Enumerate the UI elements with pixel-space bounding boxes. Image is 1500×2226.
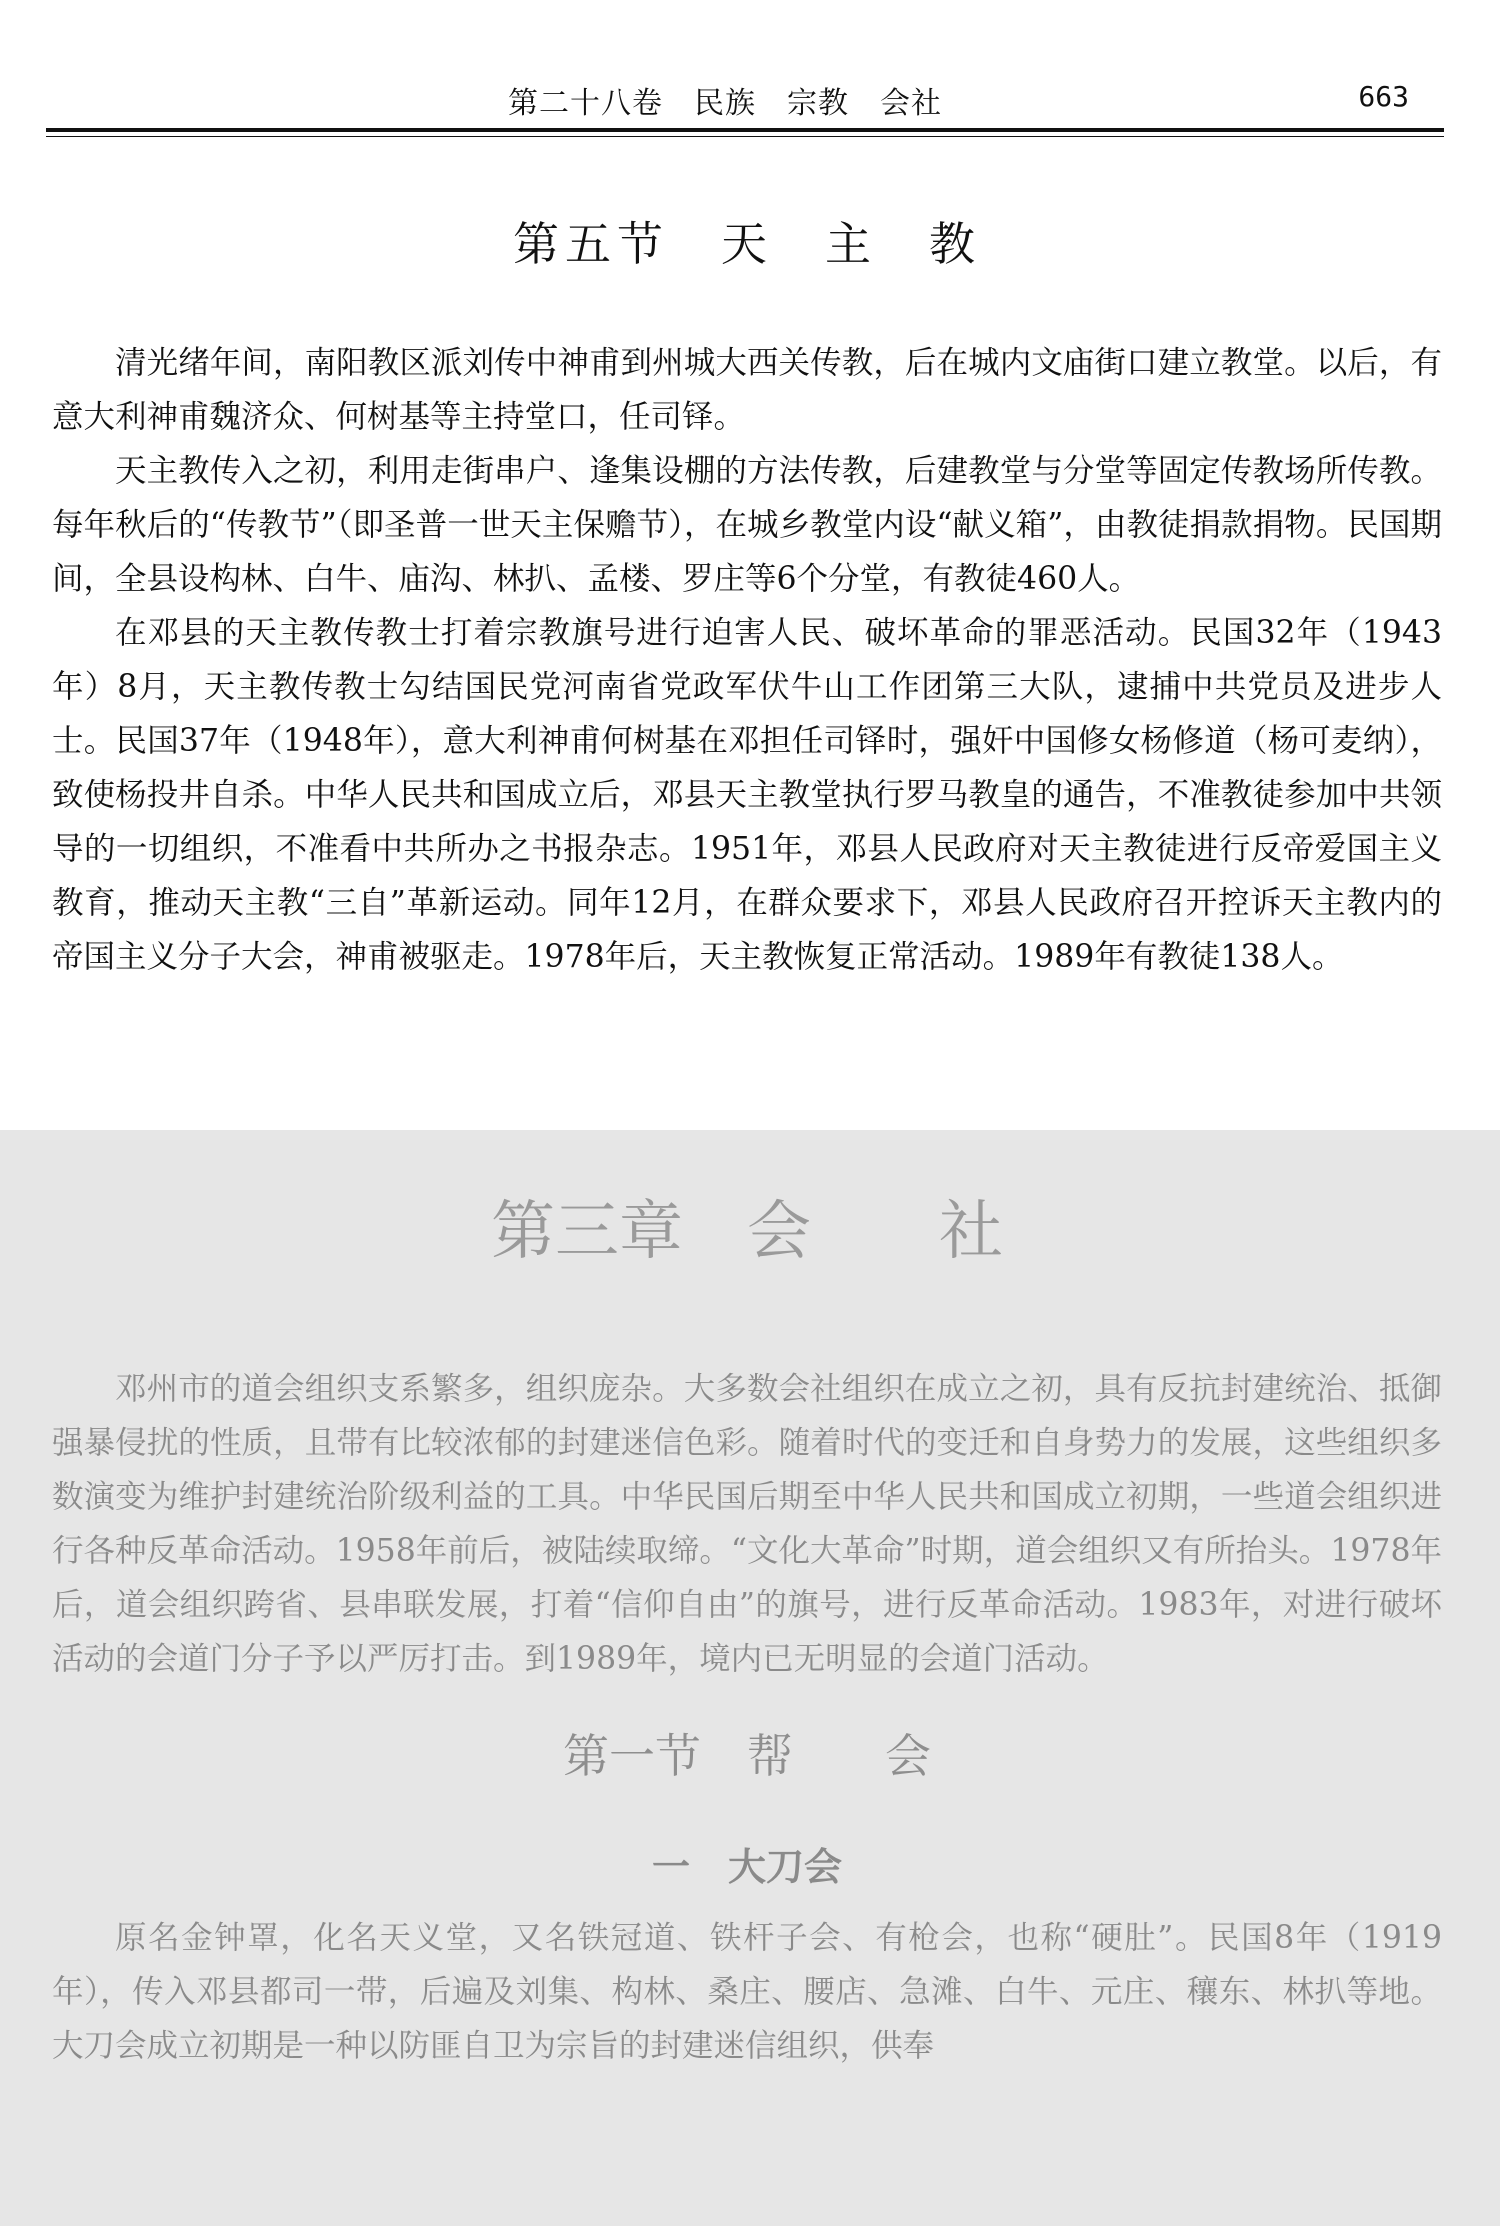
subsection-title: 一 大刀会 <box>651 1845 842 1889</box>
chapter-title: 第三章 会 社 <box>491 1195 1003 1269</box>
section-title-catholic: 第五节 天 主 教 <box>513 217 981 271</box>
header-rule-thick <box>46 128 1444 132</box>
subsection-text: 原名金钟罩，化名天义堂，又名铁冠道、铁杆子会、有枪会，也称“硬肚”。民国8年（1919年），传入邓县都司一带，后遍及刘集、构林、桑庄、腰店、急滩、白牛、元庄、穰东、林扒等地。大刀会成立初期是一种以防匪自卫为宗旨的封建迷信组织，供奉 <box>52 1920 1442 2064</box>
chapter-society-region <box>0 1130 1500 2226</box>
section-catholic <box>52 208 1442 984</box>
page-header <box>48 78 1445 120</box>
paragraph: 天主教传入之初，利用走街串户、逢集设棚的方法传教，后建教堂与分堂等固定传教场所传教。每年秋后的“传教节”（即圣普一世天主保赡节），在城乡教堂内设“献义箱”，由教徒捐款捐物。民国期间，全县设构林、白牛、庙沟、林扒、孟楼、罗庄等6个分堂，有教徒460人。 <box>52 453 1442 597</box>
chapter-intro: 邓州市的道会组织支系繁多，组织庞杂。大多数会社组织在成立之初，具有反抗封建统治、抵御强暴侵扰的性质，且带有比较浓郁的封建迷信色彩。随着时代的变迁和自身势力的发展，这些组织多数演变为维护封建统治阶级利益的工具。中华民国后期至中华人民共和国成立初期，一些道会组织进行各种反革命活动。1958年前后，被陆续取缔。“文化大革命”时期，道会组织又有所抬头。1978年后，道会组织跨省、县串联发展，打着“信仰自由”的旗号，进行反革命活动。1983年，对进行破坏活动的会道门分子予以严厉打击。到1989年，境内已无明显的会道门活动。 <box>52 1371 1442 1677</box>
header-rule-thin <box>46 136 1444 137</box>
page-number: 663 <box>1358 80 1409 113</box>
running-title: 第二十八卷 民族 宗教 会社 <box>508 86 942 121</box>
paragraph: 在邓县的天主教传教士打着宗教旗号进行迫害人民、破坏革命的罪恶活动。民国32年（1943年）8月，天主教传教士勾结国民党河南省党政军伏牛山工作团第三大队，逮捕中共党员及进步人士。民国37年（1948年），意大利神甫何树基在邓担任司铎时，强奸中国修女杨修道（杨可麦纳），致使杨投井自杀。中华人民共和国成立后，邓县天主教堂执行罗马教皇的通告，不准教徒参加中共领导的一切组织，不准看中共所办之书报杂志。1951年，邓县人民政府对天主教徒进行反帝爱国主义教育，推动天主教“三自”革新运动。同年12月，在群众要求下，邓县人民政府召开控诉天主教内的帝国主义分子大会，神甫被驱走。1978年后，天主教恢复正常活动。1989年有教徒138人。 <box>52 615 1442 975</box>
chapter-society <box>52 1180 1442 2073</box>
paragraph: 清光绪年间，南阳教区派刘传中神甫到州城大西关传教，后在城内文庙街口建立教堂。以后，有意大利神甫魏济众、何树基等主持堂口，任司铎。 <box>52 345 1442 435</box>
section-title-gang: 第一节 帮 会 <box>563 1729 931 1783</box>
